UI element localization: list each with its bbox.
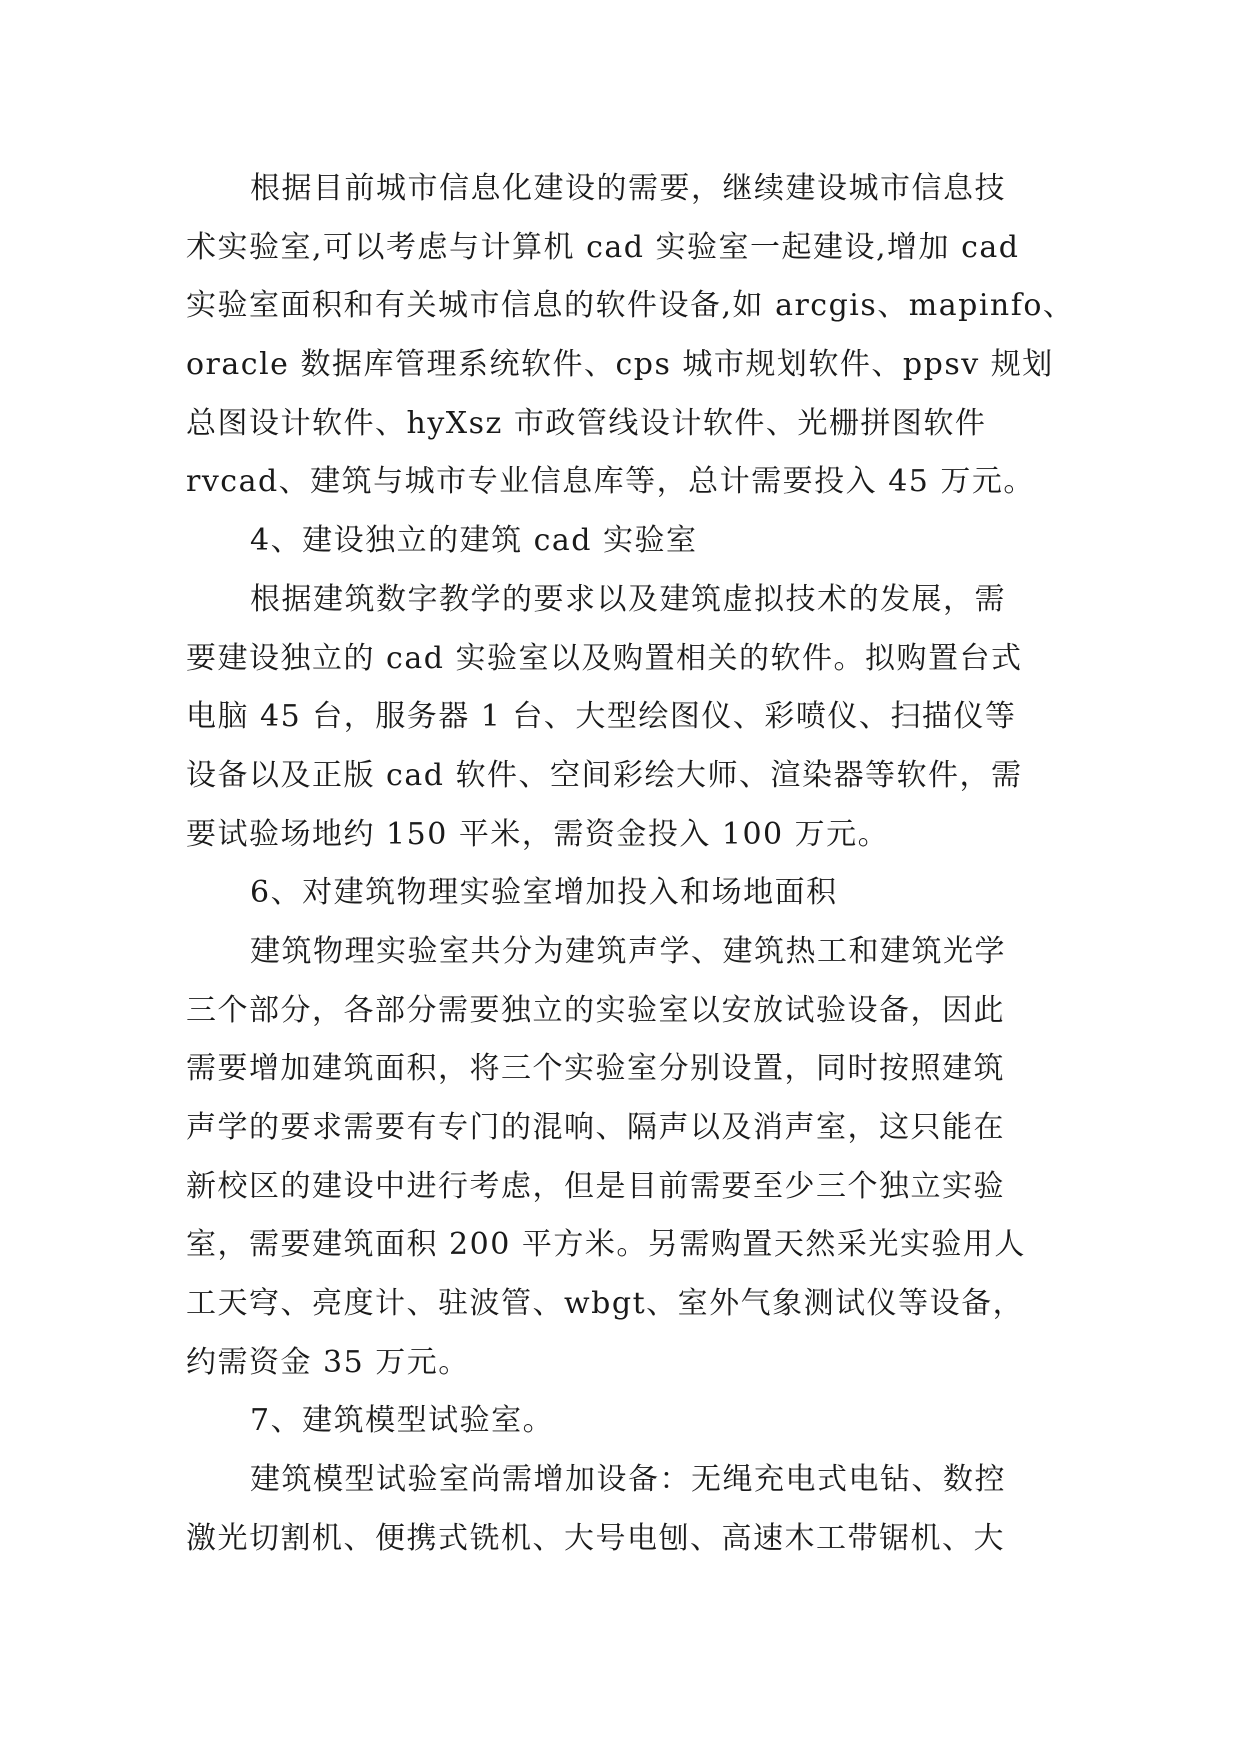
paragraph-line: 工天穹、亮度计、驻波管、wbgt、室外气象测试仪等设备， [186,1286,1025,1322]
paragraph-line: 根据建筑数字教学的要求以及建筑虚拟技术的发展，需 [250,581,1006,617]
paragraph-line: 根据目前城市信息化建设的需要，继续建设城市信息技 [250,171,1006,206]
paragraph-line: 建筑模型试验室尚需增加设备：无绳充电式电钻、数控 [250,1462,1006,1498]
section-heading: 6、对建筑物理实验室增加投入和场地面积 [250,875,838,911]
paragraph-line: 新校区的建设中进行考虑，但是目前需要至少三个独立实验 [186,1168,1005,1204]
paragraph-line: 激光切割机、便携式铣机、大号电刨、高速木工带锯机、大 [186,1520,1005,1556]
paragraph-line: rvcad、建筑与城市专业信息库等，总计需要投入 45 万元。 [186,464,1035,500]
paragraph-line: 设备以及正版 cad 软件、空间彩绘大师、渲染器等软件，需 [186,757,1023,793]
paragraph-line: 声学的要求需要有专门的混响、隔声以及消声室，这只能在 [186,1110,1005,1145]
paragraph-line: 约需资金 35 万元。 [186,1344,470,1380]
paragraph-line: 总图设计软件、hyXsz 市政管线设计软件、光栅拼图软件 [186,405,987,441]
paragraph-line: 三个部分，各部分需要独立的实验室以安放试验设备，因此 [186,992,1005,1028]
body-text [186,160,1086,1569]
paragraph-line: 室，需要建筑面积 200 平方米。另需购置天然采光实验用人 [186,1227,1026,1263]
section-heading: 7、建筑模型试验室。 [250,1403,555,1439]
paragraph-line: 要建设独立的 cad 实验室以及购置相关的软件。拟购置台式 [186,640,1023,676]
paragraph-line: 建筑物理实验室共分为建筑声学、建筑热工和建筑光学 [250,933,1006,969]
paragraph-line: 实验室面积和有关城市信息的软件设备,如 arcgis、mapinfo、 [186,288,1075,324]
paragraph-line: 术实验室,可以考虑与计算机 cad 实验室一起建设,增加 cad [186,229,1020,265]
section-heading: 4、建设独立的建筑 cad 实验室 [250,523,698,559]
paragraph-line: 电脑 45 台，服务器 1 台、大型绘图仪、彩喷仪、扫描仪等 [186,699,1017,735]
paragraph-line: oracle 数据库管理系统软件、cps 城市规划软件、ppsv 规划 [186,347,1054,383]
paragraph-line: 需要增加建筑面积，将三个实验室分别设置，同时按照建筑 [186,1051,1005,1087]
paragraph-line: 要试验场地约 150 平米，需资金投入 100 万元。 [186,816,890,852]
